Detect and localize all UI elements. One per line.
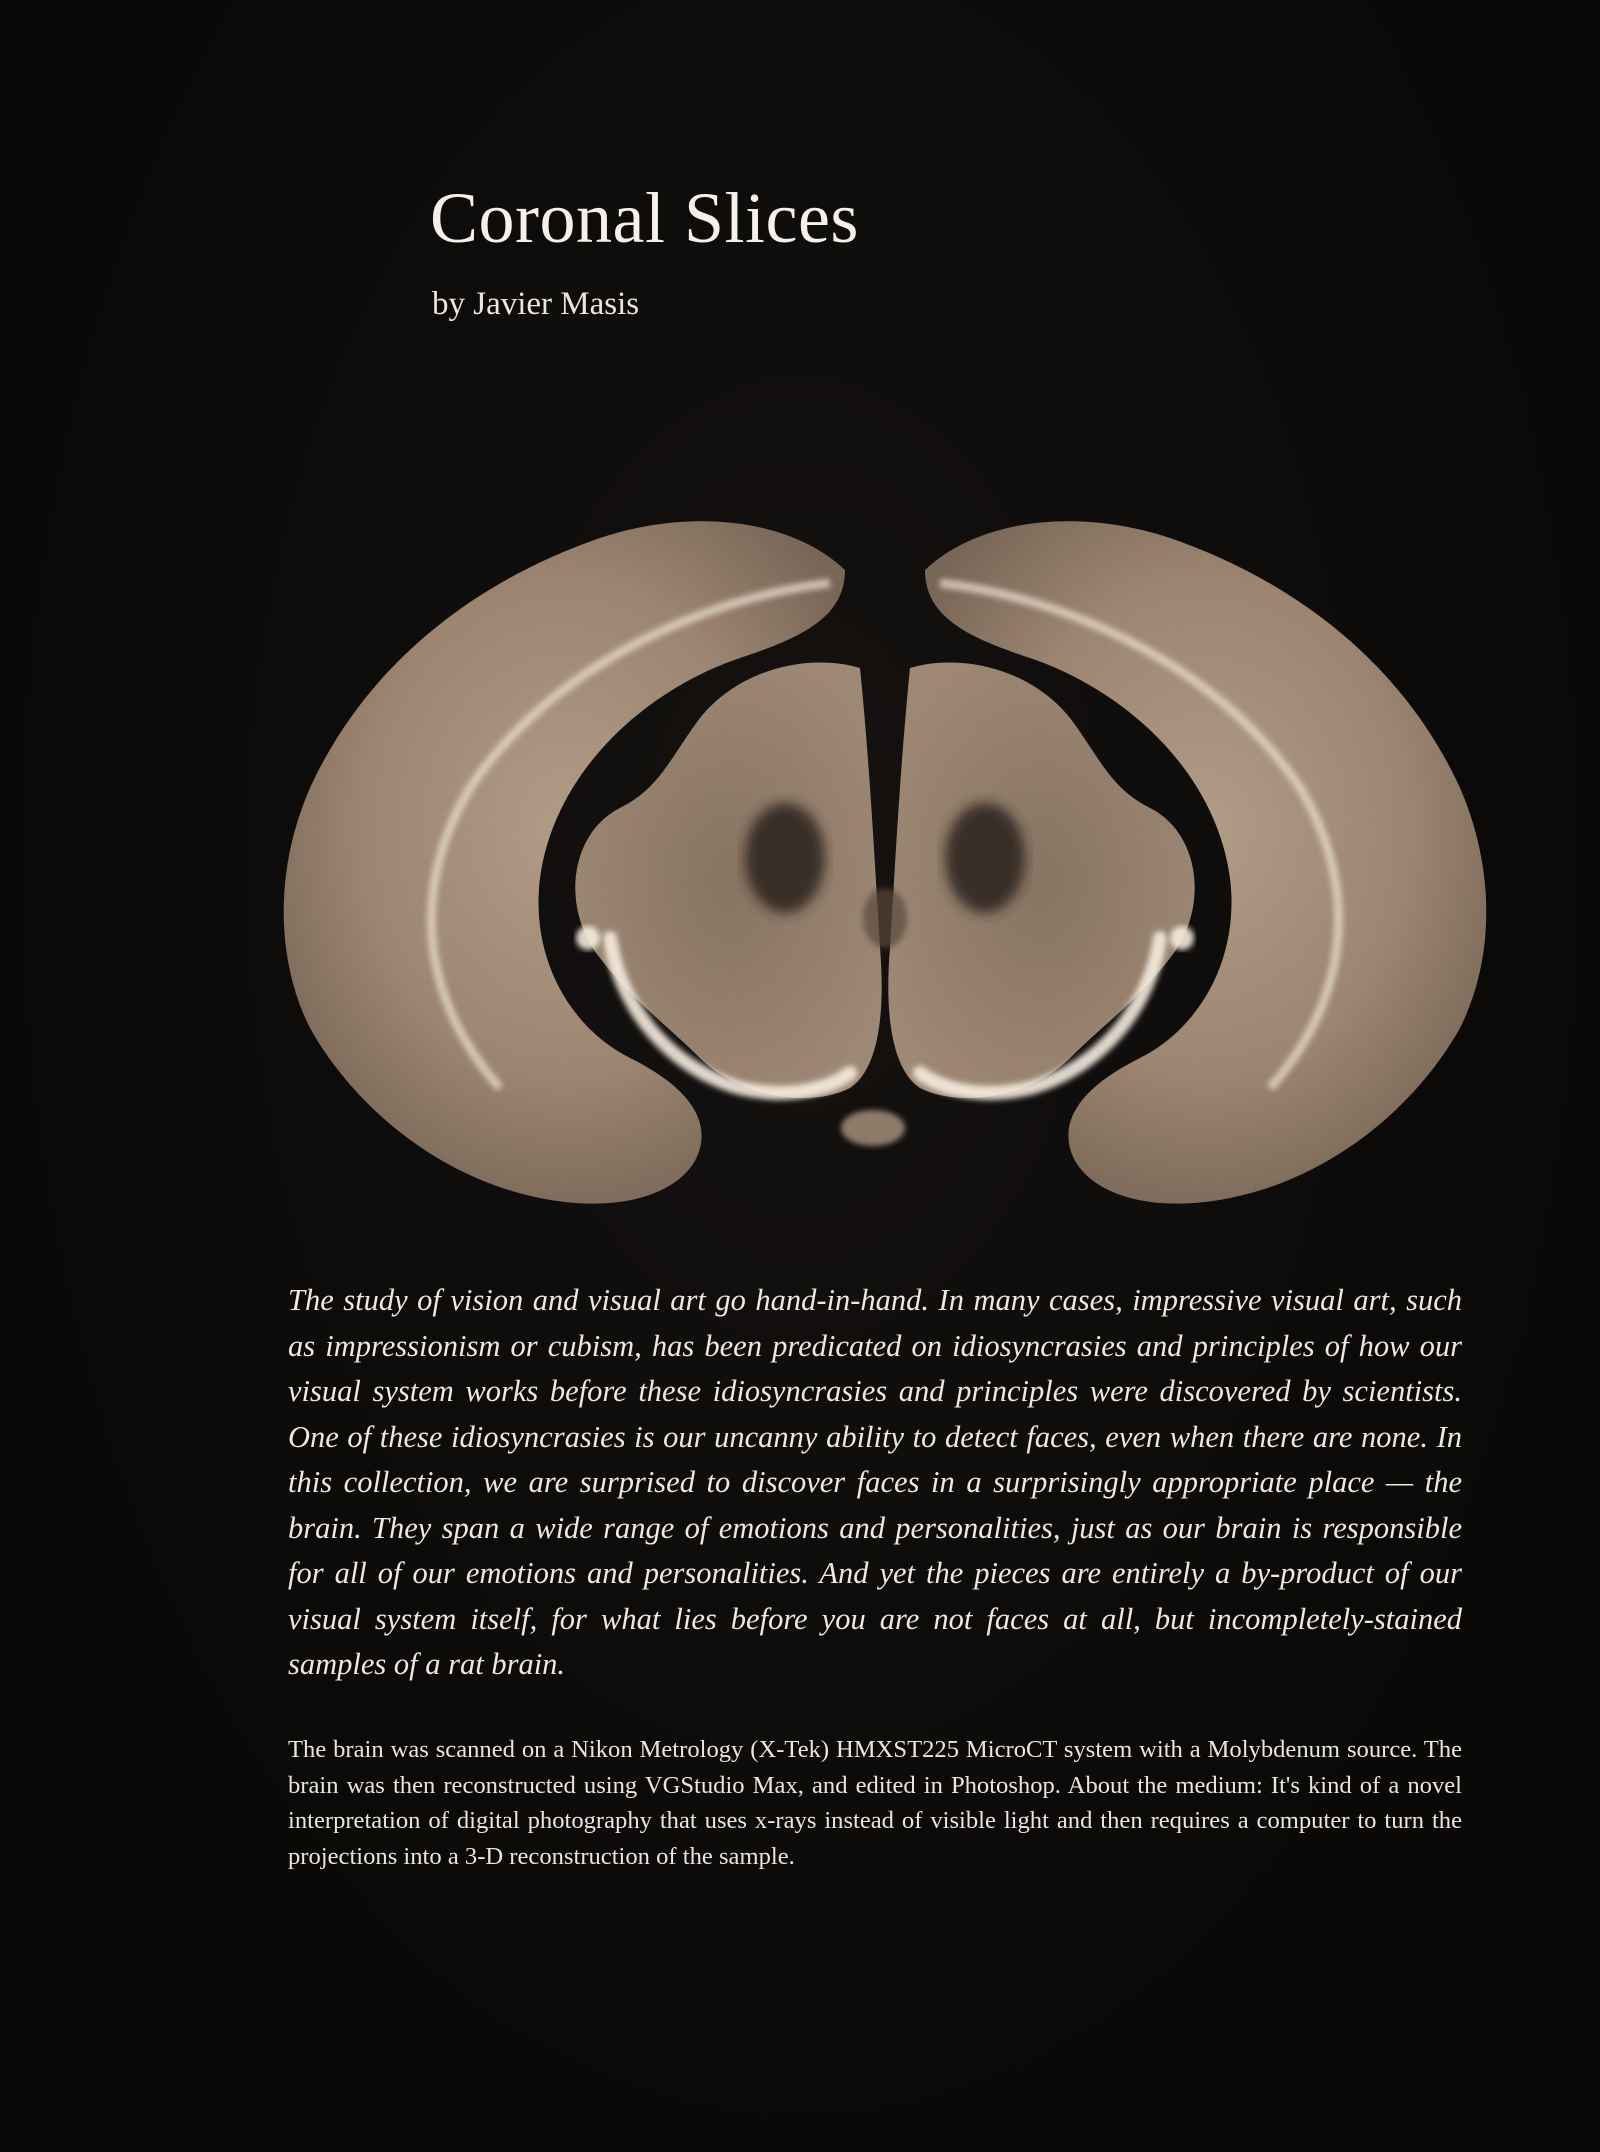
technical-paragraph: The brain was scanned on a Nikon Metrology (X-Tek) HMXST225 MicroCT system with a Molybdenum source. The brain was then reconstructed using VGStudio Max, and edited in Photoshop. About the medium: It's kind of a novel interpretation of digital photography that uses x-rays instead of visible light and then requires a computer to turn the projections into a 3-D reconstruction of the sample. [288,1736,1462,1870]
article-byline: by Javier Masis [432,286,640,322]
right-bright-spot [1170,926,1194,950]
intro-paragraph: The study of vision and visual art go hand-in-hand. In many cases, impressive visual art, such as impressionism or cubism, has been predicated on idiosyncrasies and principles of how our visual system works before these idiosyncrasies and principles were discovered by scientists. One of these idiosyncrasies is our uncanny ability to detect faces, even when there are none. In this collection, we are surprised to discover faces in a surprisingly appropriate place — the brain. They span a wide range of emotions and personalities, just as our brain is responsible for all of our emotions and personalities. And yet the pieces are entirely a by-product of our visual system itself, for what lies before you are not faces at all, but incompletely-stained samples of a rat brain. [288,1283,1462,1681]
bottom-nub [841,1110,905,1146]
left-bright-spot [576,926,600,950]
article-title: Coronal Slices [430,178,859,258]
left-ventricle [745,803,825,913]
right-ventricle [945,803,1025,913]
brain-slice-figure [270,488,1500,1208]
brain-slice-icon [270,488,1500,1208]
